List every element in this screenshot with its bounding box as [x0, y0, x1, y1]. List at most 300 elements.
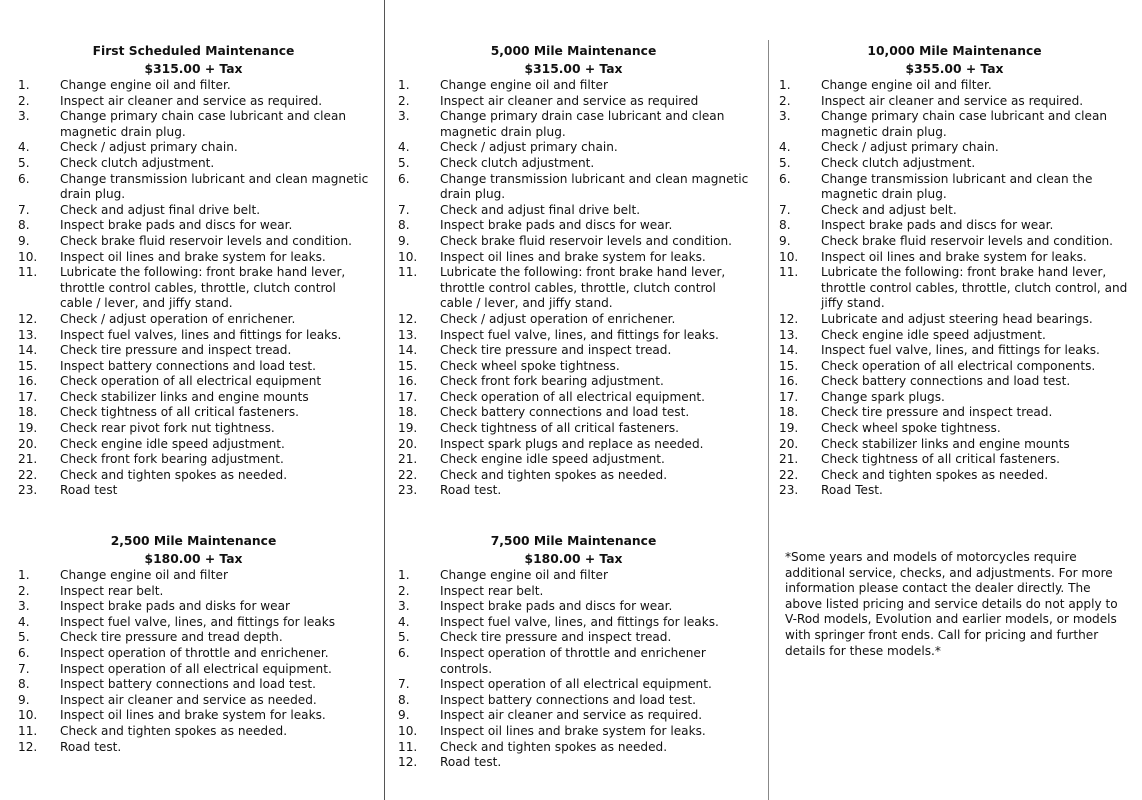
item-text: Inspect battery connections and load test.: [60, 677, 317, 692]
item-text: Check tire pressure and inspect tread.: [821, 405, 1053, 420]
item-text: Check operation of all electrical equipment.: [440, 389, 705, 404]
item-text: Change engine oil and filter.: [821, 78, 992, 92]
item-text: Check and tighten spokes as needed.: [440, 739, 668, 754]
item-number: 1.: [398, 568, 410, 582]
item-number: 14.: [18, 343, 38, 358]
item-number: 12.: [779, 311, 799, 326]
item-number: 17.: [18, 389, 38, 404]
item-number: 6.: [398, 645, 410, 660]
item-number: 12.: [398, 311, 418, 326]
item-text: Check and adjust belt.: [821, 202, 957, 217]
item-text: Inspect battery connections and load test.: [60, 358, 317, 373]
list-item: [777, 218, 1132, 234]
item-text: Check operation of all electrical components.: [821, 358, 1096, 373]
maintenance-list: [16, 568, 371, 755]
list-item: [16, 265, 371, 312]
item-number: 10.: [18, 708, 38, 723]
item-number: 3.: [398, 109, 410, 124]
item-number: 13.: [18, 327, 38, 342]
item-text: Check tightness of all critical fasteners.: [821, 452, 1060, 467]
item-text: Inspect air cleaner and service as required: [440, 93, 699, 108]
item-text: Inspect rear belt.: [60, 583, 164, 598]
item-number: 8.: [779, 218, 791, 233]
item-number: 4.: [398, 140, 410, 155]
item-number: 20.: [779, 436, 799, 451]
item-number: 18.: [18, 405, 38, 420]
item-number: 11.: [18, 723, 38, 738]
item-text: Check tightness of all critical fasteners.: [440, 421, 679, 436]
item-number: 8.: [398, 218, 410, 233]
item-text: Road test: [60, 483, 118, 498]
list-item: [16, 677, 371, 693]
list-item: [16, 359, 371, 375]
item-number: 20.: [18, 436, 38, 451]
list-item: [777, 156, 1132, 172]
list-item: [396, 140, 751, 156]
item-number: 22.: [18, 467, 38, 482]
list-item: [396, 740, 751, 756]
item-number: 21.: [398, 452, 418, 467]
list-item: [396, 630, 751, 646]
item-text: Change transmission lubricant and clean magnetic drain plug.: [440, 171, 749, 202]
list-item: [777, 312, 1132, 328]
item-text: Check wheel spoke tightness.: [440, 358, 620, 373]
item-number: 21.: [18, 452, 38, 467]
list-item: [396, 584, 751, 600]
item-text: Check / adjust primary chain.: [60, 140, 238, 155]
item-text: Lubricate the following: front brake hand lever, throttle control cables, throttle, clutch control cable / lever, and jiffy stand.: [440, 265, 726, 311]
item-text: Check and tighten spokes as needed.: [440, 467, 668, 482]
list-item: [16, 599, 371, 615]
list-item: [777, 78, 1132, 94]
item-text: Check wheel spoke tightness.: [821, 421, 1001, 436]
list-item: [777, 203, 1132, 219]
list-item: [16, 374, 371, 390]
section-price: $180.00 + Tax: [524, 552, 623, 566]
item-number: 16.: [18, 374, 38, 389]
item-text: Check battery connections and load test.: [440, 405, 690, 420]
item-text: Inspect brake pads and discs for wear.: [440, 599, 673, 614]
maintenance-list: [777, 78, 1132, 499]
item-text: Inspect fuel valve, lines, and fittings for leaks.: [821, 343, 1100, 358]
list-item: [396, 156, 751, 172]
item-number: 2.: [18, 583, 30, 598]
item-number: 17.: [398, 389, 418, 404]
list-item: [16, 390, 371, 406]
item-text: Inspect air cleaner and service as required.: [821, 93, 1084, 108]
item-text: Inspect oil lines and brake system for leaks.: [60, 249, 326, 264]
item-number: 3.: [398, 599, 410, 614]
item-text: Check operation of all electrical equipment: [60, 374, 322, 389]
list-item: [16, 328, 371, 344]
list-item: [16, 343, 371, 359]
list-item: [16, 78, 371, 94]
list-item: [777, 234, 1132, 250]
item-number: 6.: [398, 171, 410, 186]
item-text: Check stabilizer links and engine mounts: [60, 389, 309, 404]
item-number: 9.: [18, 233, 30, 248]
10000-mile-maintenance-section: [777, 42, 1132, 499]
section-title: 2,500 Mile Maintenance: [110, 534, 277, 548]
item-text: Lubricate the following: front brake hand lever, throttle control cables, throttle, clutch control cable / lever, and jiffy stand.: [60, 265, 346, 311]
item-text: Change transmission lubricant and clean magnetic drain plug.: [60, 171, 369, 202]
list-item: [396, 250, 751, 266]
item-text: Check battery connections and load test.: [821, 374, 1071, 389]
list-item: [396, 677, 751, 693]
item-number: 14.: [779, 343, 799, 358]
list-item: [777, 343, 1132, 359]
item-number: 7.: [398, 202, 410, 217]
item-number: 10.: [18, 249, 38, 264]
list-item: [16, 156, 371, 172]
item-number: 17.: [779, 389, 799, 404]
maintenance-list: [396, 78, 751, 499]
7500-mile-maintenance-section: [396, 532, 751, 771]
list-item: [396, 390, 751, 406]
item-text: Inspect fuel valve, lines, and fittings for leaks.: [440, 327, 719, 342]
item-number: 9.: [398, 233, 410, 248]
list-item: [16, 312, 371, 328]
column-divider-right: [768, 40, 769, 800]
list-item: [396, 452, 751, 468]
section-title: 7,500 Mile Maintenance: [490, 534, 657, 548]
list-item: [396, 755, 751, 771]
item-text: Inspect oil lines and brake system for leaks.: [60, 708, 326, 723]
item-number: 4.: [398, 614, 410, 629]
item-text: Road test.: [60, 739, 122, 754]
list-item: [16, 140, 371, 156]
2500-mile-maintenance-section: [16, 532, 371, 755]
item-number: 5.: [398, 155, 410, 170]
item-text: Inspect brake pads and discs for wear.: [60, 218, 293, 233]
item-text: Check brake fluid reservoir levels and condition.: [440, 233, 732, 248]
item-number: 9.: [779, 233, 791, 248]
list-item: [16, 483, 371, 499]
item-text: Check engine idle speed adjustment.: [440, 452, 665, 467]
item-text: Inspect operation of throttle and enrichener controls.: [440, 645, 706, 676]
maintenance-list: [396, 568, 751, 771]
item-number: 20.: [398, 436, 418, 451]
list-item: [777, 109, 1132, 140]
disclaimer-note: *Some years and models of motorcycles require additional service, checks, and adjustments. For more information please contact the dealer directly. The above listed pricing and service details do not apply to V-Rod models, Evolution and earlier models, or models with springer front ends. Call for pricing and further details for these models.*: [785, 550, 1118, 658]
item-number: 2.: [398, 93, 410, 108]
list-item: [396, 343, 751, 359]
item-text: Inspect air cleaner and service as required.: [440, 708, 703, 723]
section-title: First Scheduled Maintenance: [92, 44, 295, 58]
item-text: Check tire pressure and inspect tread.: [60, 343, 292, 358]
item-text: Change engine oil and filter.: [60, 78, 231, 92]
item-number: 2.: [18, 93, 30, 108]
list-item: [16, 662, 371, 678]
item-text: Inspect fuel valve, lines, and fittings for leaks.: [440, 614, 719, 629]
item-text: Check and tighten spokes as needed.: [60, 723, 288, 738]
item-text: Check clutch adjustment.: [60, 155, 215, 170]
item-text: Change spark plugs.: [821, 389, 945, 404]
item-number: 10.: [398, 723, 418, 738]
item-text: Check / adjust primary chain.: [821, 140, 999, 155]
list-item: [396, 265, 751, 312]
section-price: $180.00 + Tax: [144, 552, 243, 566]
list-item: [396, 599, 751, 615]
item-text: Check tire pressure and inspect tread.: [440, 343, 672, 358]
item-number: 22.: [398, 467, 418, 482]
item-number: 11.: [779, 265, 799, 280]
item-text: Change transmission lubricant and clean the magnetic drain plug.: [821, 171, 1093, 202]
list-item: [777, 140, 1132, 156]
list-item: [777, 374, 1132, 390]
list-item: [777, 390, 1132, 406]
list-item: [396, 708, 751, 724]
list-item: [396, 359, 751, 375]
list-item: [396, 568, 751, 584]
item-text: Inspect brake pads and discs for wear.: [440, 218, 673, 233]
maintenance-list: [16, 78, 371, 499]
list-item: [16, 468, 371, 484]
item-number: 11.: [18, 265, 38, 280]
item-number: 3.: [18, 109, 30, 124]
item-text: Check and adjust final drive belt.: [440, 202, 641, 217]
item-number: 7.: [398, 677, 410, 692]
item-text: Inspect oil lines and brake system for leaks.: [440, 723, 706, 738]
item-number: 1.: [18, 568, 30, 582]
list-item: [16, 234, 371, 250]
first-scheduled-maintenance-section: [16, 42, 371, 499]
item-text: Check brake fluid reservoir levels and condition.: [821, 233, 1113, 248]
item-number: 4.: [18, 614, 30, 629]
list-item: [396, 724, 751, 740]
list-item: [777, 94, 1132, 110]
item-number: 1.: [779, 78, 791, 92]
item-text: Inspect operation of all electrical equipment.: [60, 661, 332, 676]
item-number: 6.: [18, 171, 30, 186]
item-text: Check tire pressure and tread depth.: [60, 630, 283, 645]
item-number: 12.: [18, 311, 38, 326]
list-item: [396, 94, 751, 110]
item-text: Lubricate the following: front brake hand lever, throttle control cables, throttle, clutch control, and jiffy stand.: [821, 265, 1128, 311]
list-item: [396, 109, 751, 140]
list-item: [777, 421, 1132, 437]
list-item: [777, 250, 1132, 266]
list-item: [16, 630, 371, 646]
list-item: [777, 405, 1132, 421]
list-item: [16, 708, 371, 724]
list-item: [16, 646, 371, 662]
section-title: 5,000 Mile Maintenance: [490, 44, 657, 58]
item-number: 11.: [398, 265, 418, 280]
list-item: [777, 468, 1132, 484]
list-item: [396, 234, 751, 250]
item-number: 5.: [18, 630, 30, 645]
item-number: 12.: [398, 755, 418, 770]
item-number: 4.: [779, 140, 791, 155]
item-text: Change engine oil and filter: [440, 78, 608, 92]
list-item: [16, 452, 371, 468]
item-number: 5.: [779, 155, 791, 170]
list-item: [396, 483, 751, 499]
item-text: Inspect oil lines and brake system for leaks.: [821, 249, 1087, 264]
item-number: 23.: [779, 483, 799, 498]
item-text: Check engine idle speed adjustment.: [60, 436, 285, 451]
item-number: 4.: [18, 140, 30, 155]
list-item: [777, 359, 1132, 375]
item-text: Inspect oil lines and brake system for leaks.: [440, 249, 706, 264]
item-number: 19.: [18, 421, 38, 436]
list-item: [16, 615, 371, 631]
item-text: Check and tighten spokes as needed.: [821, 467, 1049, 482]
item-number: 5.: [398, 630, 410, 645]
list-item: [396, 172, 751, 203]
list-item: [396, 312, 751, 328]
list-item: [396, 437, 751, 453]
item-number: 21.: [779, 452, 799, 467]
item-text: Road test.: [440, 483, 502, 498]
item-number: 9.: [18, 692, 30, 707]
list-item: [16, 693, 371, 709]
item-text: Check engine idle speed adjustment.: [821, 327, 1046, 342]
item-number: 23.: [398, 483, 418, 498]
item-text: Inspect air cleaner and service as needed.: [60, 692, 317, 707]
item-number: 9.: [398, 708, 410, 723]
list-item: [777, 172, 1132, 203]
item-number: 19.: [779, 421, 799, 436]
section-price: $315.00 + Tax: [524, 62, 623, 76]
item-text: Check clutch adjustment.: [821, 155, 976, 170]
item-text: Check front fork bearing adjustment.: [440, 374, 664, 389]
item-number: 3.: [779, 109, 791, 124]
item-text: Change primary chain case lubricant and clean magnetic drain plug.: [821, 109, 1108, 139]
list-item: [16, 724, 371, 740]
item-text: Check / adjust operation of enrichener.: [60, 311, 296, 326]
item-number: 19.: [398, 421, 418, 436]
list-item: [396, 646, 751, 677]
item-text: Inspect brake pads and discs for wear.: [821, 218, 1054, 233]
item-number: 8.: [18, 218, 30, 233]
list-item: [16, 740, 371, 756]
list-item: [396, 615, 751, 631]
item-number: 2.: [779, 93, 791, 108]
item-text: Lubricate and adjust steering head bearings.: [821, 311, 1093, 326]
item-number: 18.: [779, 405, 799, 420]
item-number: 3.: [18, 599, 30, 614]
list-item: [396, 218, 751, 234]
item-number: 2.: [398, 583, 410, 598]
item-number: 6.: [18, 645, 30, 660]
item-text: Inspect fuel valves, lines and fittings for leaks.: [60, 327, 342, 342]
section-price: $315.00 + Tax: [144, 62, 243, 76]
item-number: 6.: [779, 171, 791, 186]
item-text: Check and adjust final drive belt.: [60, 202, 261, 217]
item-text: Inspect operation of all electrical equipment.: [440, 677, 712, 692]
item-number: 14.: [398, 343, 418, 358]
item-number: 12.: [18, 739, 38, 754]
list-item: [16, 203, 371, 219]
list-item: [16, 421, 371, 437]
item-text: Road Test.: [821, 483, 883, 498]
item-text: Inspect rear belt.: [440, 583, 544, 598]
item-text: Change primary chain case lubricant and clean magnetic drain plug.: [60, 109, 347, 139]
section-title: 10,000 Mile Maintenance: [867, 44, 1042, 58]
item-number: 8.: [398, 692, 410, 707]
item-number: 5.: [18, 155, 30, 170]
item-text: Check / adjust primary chain.: [440, 140, 618, 155]
item-number: 16.: [398, 374, 418, 389]
item-number: 23.: [18, 483, 38, 498]
item-text: Check front fork bearing adjustment.: [60, 452, 284, 467]
item-text: Inspect fuel valve, lines, and fittings for leaks: [60, 614, 336, 629]
item-text: Inspect air cleaner and service as required.: [60, 93, 323, 108]
list-item: [396, 78, 751, 94]
list-item: [396, 328, 751, 344]
item-number: 22.: [779, 467, 799, 482]
item-number: 1.: [398, 78, 410, 92]
item-number: 7.: [18, 202, 30, 217]
item-text: Check / adjust operation of enrichener.: [440, 311, 676, 326]
item-text: Check brake fluid reservoir levels and condition.: [60, 233, 352, 248]
item-text: Check tire pressure and inspect tread.: [440, 630, 672, 645]
item-number: 10.: [398, 249, 418, 264]
column-divider-left: [384, 0, 385, 800]
item-text: Check tightness of all critical fasteners.: [60, 405, 299, 420]
list-item: [16, 568, 371, 584]
list-item: [396, 693, 751, 709]
item-number: 8.: [18, 677, 30, 692]
list-item: [396, 374, 751, 390]
item-number: 10.: [779, 249, 799, 264]
list-item: [16, 109, 371, 140]
item-text: Inspect battery connections and load test.: [440, 692, 697, 707]
item-number: 15.: [779, 358, 799, 373]
item-number: 13.: [398, 327, 418, 342]
list-item: [777, 483, 1132, 499]
item-text: Inspect brake pads and disks for wear: [60, 599, 290, 614]
item-number: 7.: [779, 202, 791, 217]
item-text: Change engine oil and filter: [60, 568, 228, 582]
list-item: [16, 218, 371, 234]
list-item: [396, 203, 751, 219]
list-item: [16, 584, 371, 600]
list-item: [777, 437, 1132, 453]
list-item: [16, 172, 371, 203]
list-item: [16, 250, 371, 266]
item-text: Change primary drain case lubricant and clean magnetic drain plug.: [440, 109, 725, 139]
item-text: Inspect operation of throttle and enrichener.: [60, 645, 329, 660]
list-item: [396, 405, 751, 421]
item-text: Change engine oil and filter: [440, 568, 608, 582]
5000-mile-maintenance-section: [396, 42, 751, 499]
item-number: 18.: [398, 405, 418, 420]
item-text: Road test.: [440, 755, 502, 770]
item-text: Check clutch adjustment.: [440, 155, 595, 170]
list-item: [16, 94, 371, 110]
item-number: 15.: [18, 358, 38, 373]
item-number: 11.: [398, 739, 418, 754]
item-text: Check and tighten spokes as needed.: [60, 467, 288, 482]
section-price: $355.00 + Tax: [905, 62, 1004, 76]
item-number: 1.: [18, 78, 30, 92]
list-item: [777, 328, 1132, 344]
list-item: [777, 265, 1132, 312]
item-text: Check stabilizer links and engine mounts: [821, 436, 1070, 451]
item-number: 7.: [18, 661, 30, 676]
list-item: [16, 405, 371, 421]
list-item: [396, 421, 751, 437]
list-item: [777, 452, 1132, 468]
item-number: 15.: [398, 358, 418, 373]
item-text: Inspect spark plugs and replace as needed.: [440, 436, 704, 451]
list-item: [16, 437, 371, 453]
item-number: 16.: [779, 374, 799, 389]
list-item: [396, 468, 751, 484]
